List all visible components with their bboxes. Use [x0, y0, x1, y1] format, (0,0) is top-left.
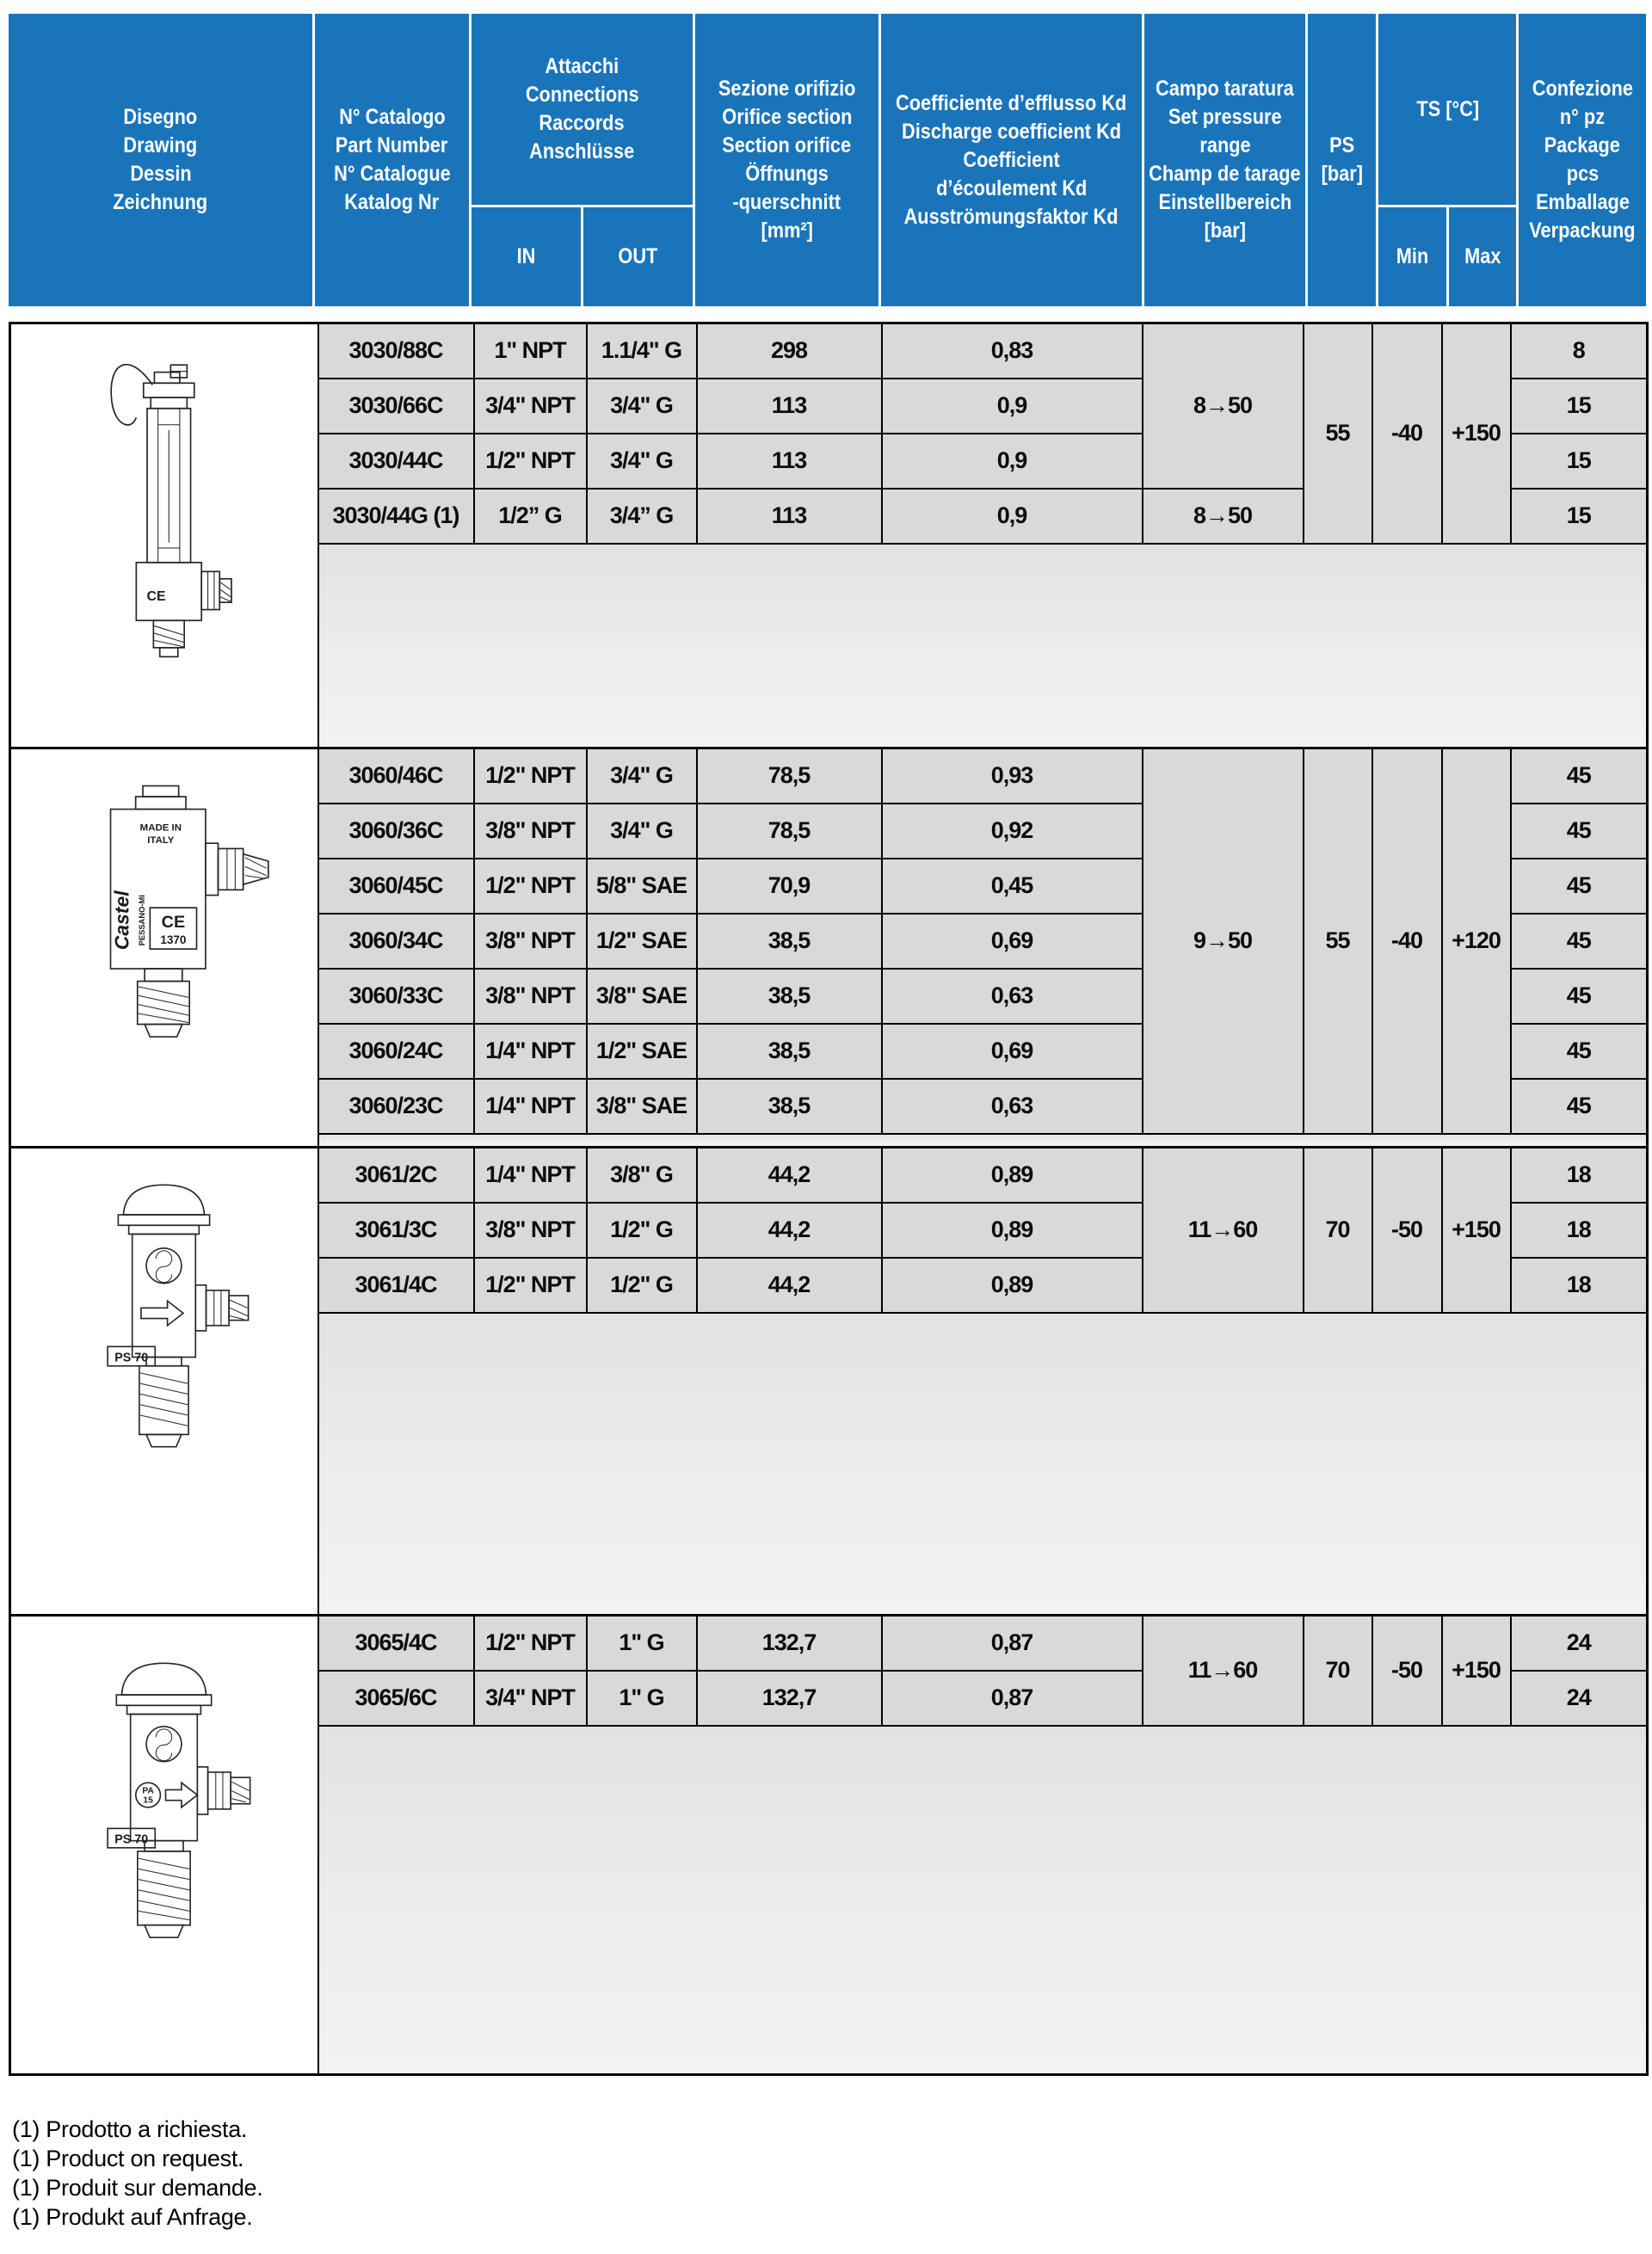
cell-out: 3/4" G [587, 434, 697, 489]
cell-set-pressure: 9→50 [1143, 748, 1304, 1134]
header-line: Dessin [129, 162, 192, 186]
header-line: IN [516, 244, 536, 268]
cell-orifice: 44,2 [697, 1148, 882, 1203]
header-in [472, 207, 581, 306]
cell-part: 3060/33C [318, 969, 474, 1024]
header-coefficiente [881, 14, 1142, 306]
cell-out: 3/4" G [587, 379, 697, 434]
cell-package: 24 [1511, 1671, 1648, 1726]
cell-package: 45 [1511, 804, 1648, 859]
header-line: Connections [525, 83, 639, 107]
valve-drawing-3061-cell [10, 1148, 318, 1616]
cell-out: 3/4" G [587, 748, 697, 804]
cell-out: 1/2" G [587, 1203, 697, 1258]
cell-part: 3060/34C [318, 914, 474, 969]
cell-in: 1/4" NPT [474, 1079, 587, 1134]
cell-in: 3/4" NPT [474, 379, 587, 434]
header-attacchi [472, 14, 693, 205]
header-line: -querschnitt [732, 190, 841, 214]
cell-out: 3/8" SAE [587, 969, 697, 1024]
header-line: N° Catalogo [338, 105, 446, 129]
header-line: Part Number [336, 133, 448, 157]
cell-in: 3/8" NPT [474, 969, 587, 1024]
cell-in: 1/2" NPT [474, 1258, 587, 1313]
footnote-en: (1) Product on request. [12, 2146, 244, 2171]
header-ts-max [1449, 207, 1516, 306]
cell-package: 18 [1511, 1203, 1648, 1258]
header-line: Emballage [1535, 190, 1630, 214]
header-disegno [9, 14, 312, 306]
cell-out: 1/2" SAE [587, 1024, 697, 1079]
cell-kd: 0,87 [882, 1616, 1143, 1671]
cell-set-pressure: 8→50 [1143, 323, 1304, 489]
header-line: Campo taratura [1156, 77, 1294, 101]
cell-package: 15 [1511, 489, 1648, 544]
header-line: Raccords [539, 111, 625, 135]
cell-ts-min: -50 [1372, 1616, 1442, 1726]
cell-package: 18 [1511, 1148, 1648, 1203]
cell-kd: 0,89 [882, 1258, 1143, 1313]
valve-drawing-3061 [65, 1174, 263, 1579]
cell-orifice: 38,5 [697, 1079, 882, 1134]
header-confezione [1519, 14, 1646, 306]
header-attacchi-group [472, 14, 693, 306]
cell-orifice: 132,7 [697, 1671, 882, 1726]
header-ts-group [1378, 14, 1516, 306]
italy-label: ITALY [147, 835, 175, 847]
header-line: N° Catalogue [333, 162, 451, 186]
cell-part: 3060/46C [318, 748, 474, 804]
cell-kd: 0,45 [882, 859, 1143, 914]
cell-part: 3061/4C [318, 1258, 474, 1313]
cell-orifice: 70,9 [697, 859, 882, 914]
header-line: Katalog Nr [344, 190, 440, 214]
cell-part: 3061/3C [318, 1203, 474, 1258]
cell-set-pressure: 8→50 [1143, 489, 1304, 544]
header-ts [1378, 14, 1516, 205]
cell-orifice: 38,5 [697, 1024, 882, 1079]
cell-kd: 0,69 [882, 914, 1143, 969]
group-3061 [9, 1146, 1649, 1617]
ce-number: 1370 [160, 933, 187, 946]
header-line: Coefficient [963, 147, 1060, 172]
cell-orifice: 113 [697, 489, 882, 544]
cell-kd: 0,83 [882, 323, 1143, 379]
cell-ts-min: -40 [1372, 323, 1442, 544]
group-empty-area [318, 1313, 1648, 1616]
header-min-max [1378, 207, 1516, 306]
cell-part: 3060/23C [318, 1079, 474, 1134]
header-line: Attacchi [545, 54, 620, 78]
ps70-label: PS 70 [114, 1351, 148, 1365]
cell-orifice: 38,5 [697, 914, 882, 969]
cell-package: 24 [1511, 1616, 1648, 1671]
header-line: Disegno [123, 105, 198, 129]
header-line: Champ de tarage [1149, 162, 1301, 186]
cell-ts-max: +150 [1442, 323, 1511, 544]
cell-ps: 70 [1304, 1148, 1372, 1313]
cell-ts-max: +150 [1442, 1148, 1511, 1313]
ps70-label: PS 70 [114, 1832, 148, 1847]
cell-kd: 0,9 [882, 379, 1143, 434]
cell-kd: 0,63 [882, 1079, 1143, 1134]
cell-part: 3030/44C [318, 434, 474, 489]
header-line: Drawing [123, 133, 198, 157]
cell-part: 3061/2C [318, 1148, 474, 1203]
cell-orifice: 44,2 [697, 1258, 882, 1313]
cell-in: 1/4" NPT [474, 1024, 587, 1079]
header-line: Sezione orifizio [718, 77, 856, 101]
header-line: Section orifice [722, 133, 852, 157]
cell-out: 1.1/4" G [587, 323, 697, 379]
cell-package: 45 [1511, 1024, 1648, 1079]
cell-kd: 0,89 [882, 1148, 1143, 1203]
cell-out: 3/4" G [587, 804, 697, 859]
cell-set-pressure: 11→60 [1143, 1616, 1304, 1726]
header-line: Package [1544, 133, 1621, 157]
header-sezione [695, 14, 878, 306]
cell-out: 1" G [587, 1616, 697, 1671]
header-line: Öffnungs [745, 162, 829, 186]
cell-orifice: 44,2 [697, 1203, 882, 1258]
header-ps [1308, 14, 1376, 306]
cell-kd: 0,9 [882, 489, 1143, 544]
cell-orifice: 298 [697, 323, 882, 379]
cell-part: 3060/24C [318, 1024, 474, 1079]
header-out [583, 207, 693, 306]
cell-part: 3030/88C [318, 323, 474, 379]
catalog-table [9, 14, 1646, 2076]
valve-drawing-3060 [57, 777, 272, 1118]
cell-in: 1" NPT [474, 323, 587, 379]
header-ts-min [1378, 207, 1446, 306]
header-line: PS [1329, 133, 1355, 157]
ce-mark: CE [161, 913, 185, 933]
header-line: [bar] [1204, 219, 1246, 243]
cell-in: 1/2" NPT [474, 748, 587, 804]
group-3060 [9, 747, 1649, 1149]
cell-orifice: 78,5 [697, 748, 882, 804]
footnote-fr: (1) Produit sur demande. [12, 2175, 263, 2201]
cell-in: 3/8" NPT [474, 914, 587, 969]
cell-part: 3030/44G (1) [318, 489, 474, 544]
cell-package: 8 [1511, 323, 1648, 379]
cell-package: 15 [1511, 379, 1648, 434]
cell-package: 18 [1511, 1258, 1648, 1313]
header-line: Set pressure [1168, 105, 1282, 129]
cell-kd: 0,89 [882, 1203, 1143, 1258]
valve-drawing-3030 [96, 347, 232, 682]
cell-ts-min: -40 [1372, 748, 1442, 1134]
cell-in: 3/8" NPT [474, 804, 587, 859]
cell-out: 5/8" SAE [587, 859, 697, 914]
header-line: Anschlüsse [529, 139, 635, 163]
header-line: OUT [618, 244, 658, 268]
cell-orifice: 38,5 [697, 969, 882, 1024]
cell-out: 3/8" G [587, 1148, 697, 1203]
cell-orifice: 132,7 [697, 1616, 882, 1671]
header-line: Discharge coefficient Kd [902, 119, 1122, 144]
header-line: range [1199, 133, 1251, 157]
cell-kd: 0,9 [882, 434, 1143, 489]
cell-out: 3/4” G [587, 489, 697, 544]
cell-kd: 0,87 [882, 1671, 1143, 1726]
valve-drawing-3065 [65, 1653, 263, 2057]
header-campo [1144, 14, 1305, 306]
cell-kd: 0,63 [882, 969, 1143, 1024]
cell-in: 1/2" NPT [474, 859, 587, 914]
cell-part: 3060/36C [318, 804, 474, 859]
cell-in: 1/2" NPT [474, 434, 587, 489]
cell-in: 3/8" NPT [474, 1203, 587, 1258]
cell-ts-min: -50 [1372, 1148, 1442, 1313]
cell-set-pressure: 11→60 [1143, 1148, 1304, 1313]
cell-part: 3065/6C [318, 1671, 474, 1726]
valve-drawing-3060-cell [10, 748, 318, 1148]
footnotes [12, 2115, 262, 2232]
header-line: d’écoulement Kd [935, 176, 1088, 200]
header-catalogo [315, 14, 469, 306]
header-line: Max [1464, 244, 1501, 268]
cell-ts-max: +120 [1442, 748, 1511, 1134]
header-line: Zeichnung [113, 190, 208, 214]
header-line: Confezione [1532, 77, 1633, 101]
city-label: PESSANO-MI [137, 895, 146, 946]
pa-label: PA [142, 1786, 154, 1796]
cell-ts-max: +150 [1442, 1616, 1511, 1726]
header-line: Ausströmungsfaktor Kd [904, 204, 1119, 229]
cell-out: 1" G [587, 1671, 697, 1726]
cell-out: 1/2" G [587, 1258, 697, 1313]
group-3065 [9, 1614, 1649, 2076]
cell-out: 1/2" SAE [587, 914, 697, 969]
ce-mark: CE [146, 589, 166, 605]
group-3030 [9, 322, 1649, 749]
cell-package: 15 [1511, 434, 1648, 489]
cell-package: 45 [1511, 969, 1648, 1024]
cell-ps: 55 [1304, 748, 1372, 1134]
brand-logo: Castel [110, 890, 133, 951]
header-line: TS [°C] [1415, 96, 1479, 121]
cell-in: 1/2” G [474, 489, 587, 544]
made-in-label: MADE IN [139, 822, 182, 834]
header-line: Min [1396, 244, 1429, 268]
pa-number: 15 [143, 1795, 153, 1806]
cell-package: 45 [1511, 859, 1648, 914]
footnote-de: (1) Produkt auf Anfrage. [12, 2204, 253, 2230]
cell-ps: 70 [1304, 1616, 1372, 1726]
header-line: [mm²] [761, 219, 813, 243]
cell-package: 45 [1511, 748, 1648, 804]
cell-orifice: 113 [697, 379, 882, 434]
group-empty-area [318, 544, 1648, 748]
cell-in: 3/4" NPT [474, 1671, 587, 1726]
header-line: Coefficiente d’efflusso Kd [896, 90, 1127, 115]
group-empty-area [318, 1726, 1648, 2075]
cell-orifice: 113 [697, 434, 882, 489]
cell-kd: 0,93 [882, 748, 1143, 804]
cell-package: 45 [1511, 1079, 1648, 1134]
cell-ps: 55 [1304, 323, 1372, 544]
cell-part: 3065/4C [318, 1616, 474, 1671]
cell-in: 1/2" NPT [474, 1616, 587, 1671]
cell-orifice: 78,5 [697, 804, 882, 859]
header-line: Verpackung [1529, 219, 1636, 243]
footnote-it: (1) Prodotto a richiesta. [12, 2116, 248, 2142]
header-line: pcs [1566, 162, 1599, 186]
header-line: Einstellbereich [1158, 190, 1291, 214]
cell-kd: 0,69 [882, 1024, 1143, 1079]
cell-kd: 0,92 [882, 804, 1143, 859]
valve-drawing-3065-cell [10, 1616, 318, 2075]
header-line: [bar] [1321, 162, 1363, 186]
table-header [9, 14, 1646, 306]
cell-part: 3030/66C [318, 379, 474, 434]
cell-out: 3/8" SAE [587, 1079, 697, 1134]
cell-package: 45 [1511, 914, 1648, 969]
cell-in: 1/4" NPT [474, 1148, 587, 1203]
header-in-out [472, 207, 693, 306]
valve-drawing-3030-cell [10, 323, 318, 748]
cell-part: 3060/45C [318, 859, 474, 914]
header-line: n° pz [1559, 105, 1606, 129]
header-line: Orifice section [721, 105, 852, 129]
